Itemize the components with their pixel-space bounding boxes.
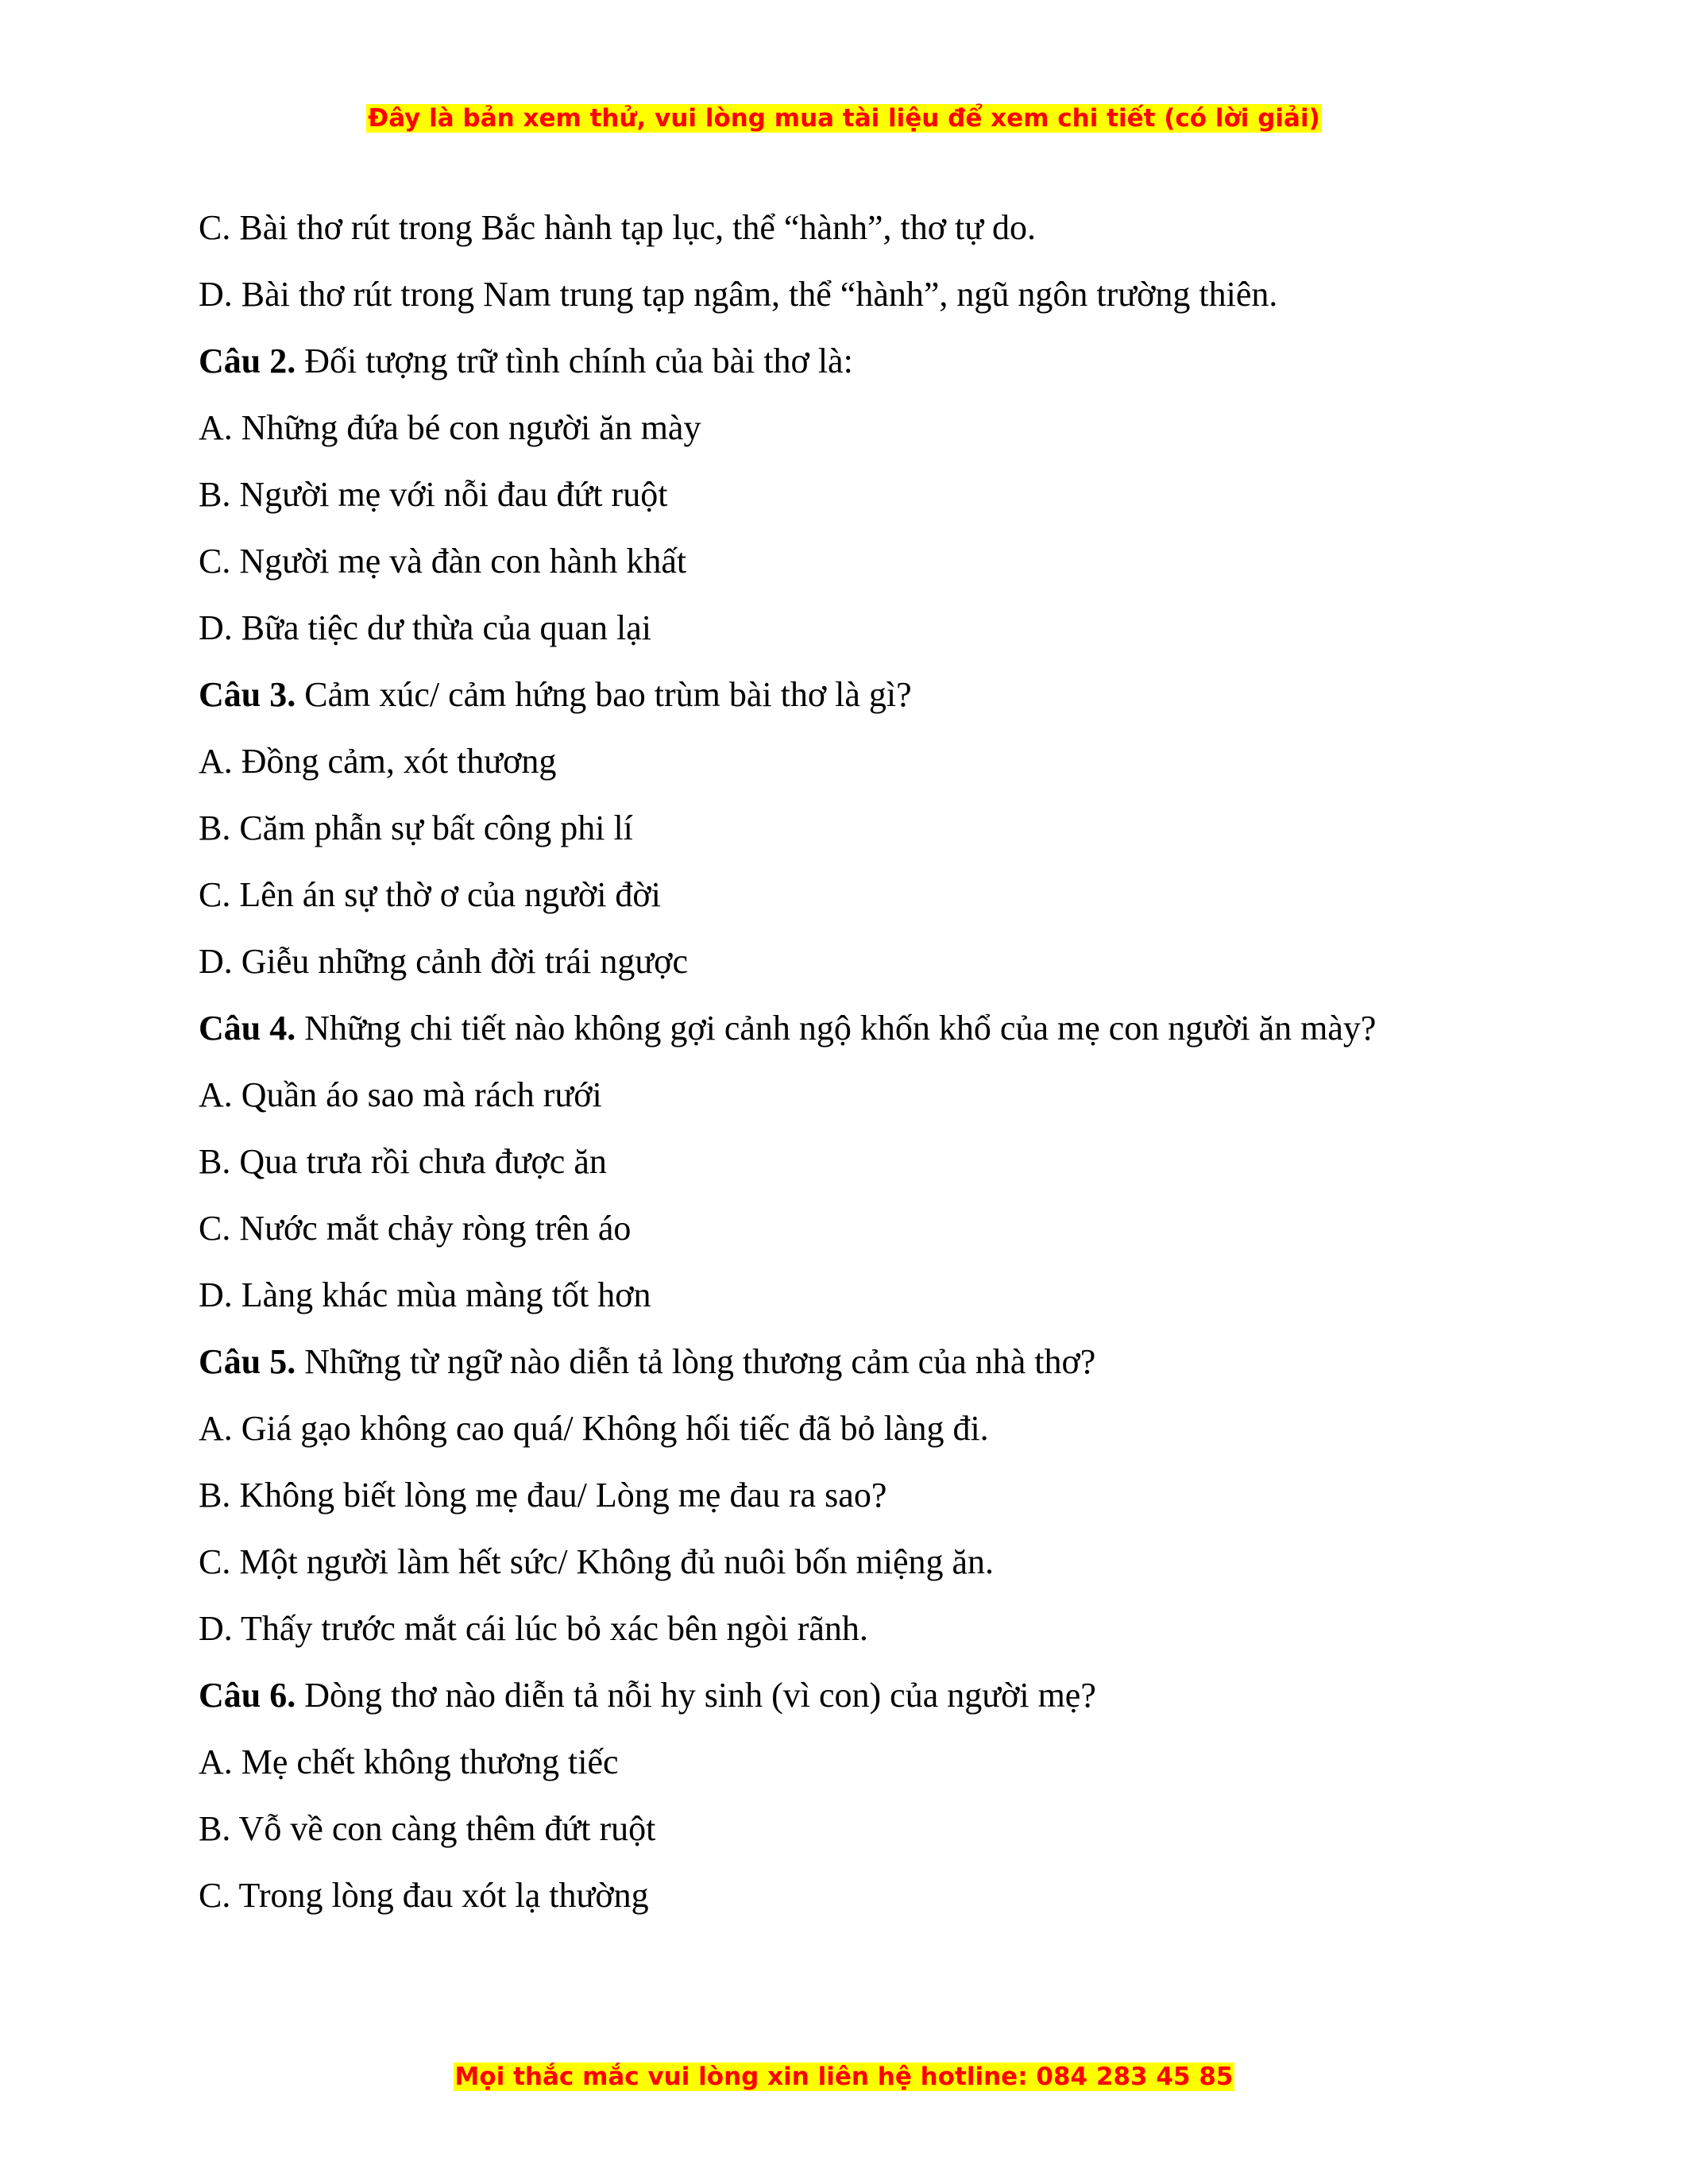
document-body [199, 195, 1493, 1929]
option-line: A. Quần áo sao mà rách rưới [199, 1075, 602, 1114]
option-line: D. Bữa tiệc dư thừa của quan lại [199, 608, 652, 647]
option-line: C. Trong lòng đau xót lạ thường [199, 1876, 649, 1915]
question-text: Những chi tiết nào không gợi cảnh ngộ khốn khổ của mẹ con người ăn mày? [295, 1009, 1377, 1048]
option-line: D. Bài thơ rút trong Nam trung tạp ngâm, thể “hành”, ngũ ngôn trường thiên. [199, 275, 1278, 314]
option-line: B. Vỗ về con càng thêm đứt ruột [199, 1809, 656, 1848]
option-line: D. Thấy trước mắt cái lúc bỏ xác bên ngòi rãnh. [199, 1609, 868, 1648]
question-2 [199, 328, 1493, 395]
question-text: Đối tượng trữ tình chính của bài thơ là: [295, 341, 853, 380]
question-label: Câu 5. [199, 1342, 296, 1381]
option-line: B. Không biết lòng mẹ đau/ Lòng mẹ đau ra sao? [199, 1476, 887, 1515]
option-line: A. Những đứa bé con người ăn mày [199, 408, 701, 447]
question-text: Cảm xúc/ cảm hứng bao trùm bài thơ là gì? [295, 675, 912, 714]
option-line: B. Qua trưa rồi chưa được ăn [199, 1142, 607, 1181]
question-label: Câu 6. [199, 1676, 296, 1715]
option-line: B. Người mẹ với nỗi đau đứt ruột [199, 475, 668, 514]
question-label: Câu 4. [199, 1009, 296, 1048]
option-line: C. Bài thơ rút trong Bắc hành tạp lục, thể “hành”, thơ tự do. [199, 208, 1037, 247]
option-line: C. Người mẹ và đàn con hành khất [199, 542, 687, 581]
option-line: C. Lên án sự thờ ơ của người đời [199, 875, 661, 914]
option-line: C. Nước mắt chảy ròng trên áo [199, 1209, 632, 1248]
option-line: A. Giá gạo không cao quá/ Không hối tiếc đã bỏ làng đi. [199, 1409, 989, 1448]
question-5 [199, 1329, 1493, 1395]
option-line: A. Mẹ chết không thương tiếc [199, 1742, 619, 1781]
option-line: D. Làng khác mùa màng tốt hơn [199, 1275, 651, 1314]
question-label: Câu 2. [199, 341, 296, 380]
option-line: A. Đồng cảm, xót thương [199, 742, 557, 781]
hotline-notice-banner [0, 2060, 1688, 2093]
question-label: Câu 3. [199, 675, 296, 714]
option-line: B. Căm phẫn sự bất công phi lí [199, 808, 633, 847]
question-text: Những từ ngữ nào diễn tả lòng thương cảm của nhà thơ? [295, 1342, 1096, 1381]
question-text: Dòng thơ nào diễn tả nỗi hy sinh (vì con) của người mẹ? [295, 1676, 1096, 1715]
question-4 [199, 995, 1493, 1062]
option-line: D. Giễu những cảnh đời trái ngược [199, 942, 688, 981]
preview-notice-text: Đây là bản xem thử, vui lòng mua tài liệu để xem chi tiết (có lời giải) [368, 104, 1320, 133]
preview-notice-banner [0, 102, 1688, 135]
question-6 [199, 1662, 1493, 1729]
option-line: C. Một người làm hết sức/ Không đủ nuôi bốn miệng ăn. [199, 1542, 994, 1581]
hotline-notice-text: Mọi thắc mắc vui lòng xin liên hệ hotline: 084 283 45 85 [454, 2062, 1234, 2091]
question-3 [199, 662, 1493, 728]
